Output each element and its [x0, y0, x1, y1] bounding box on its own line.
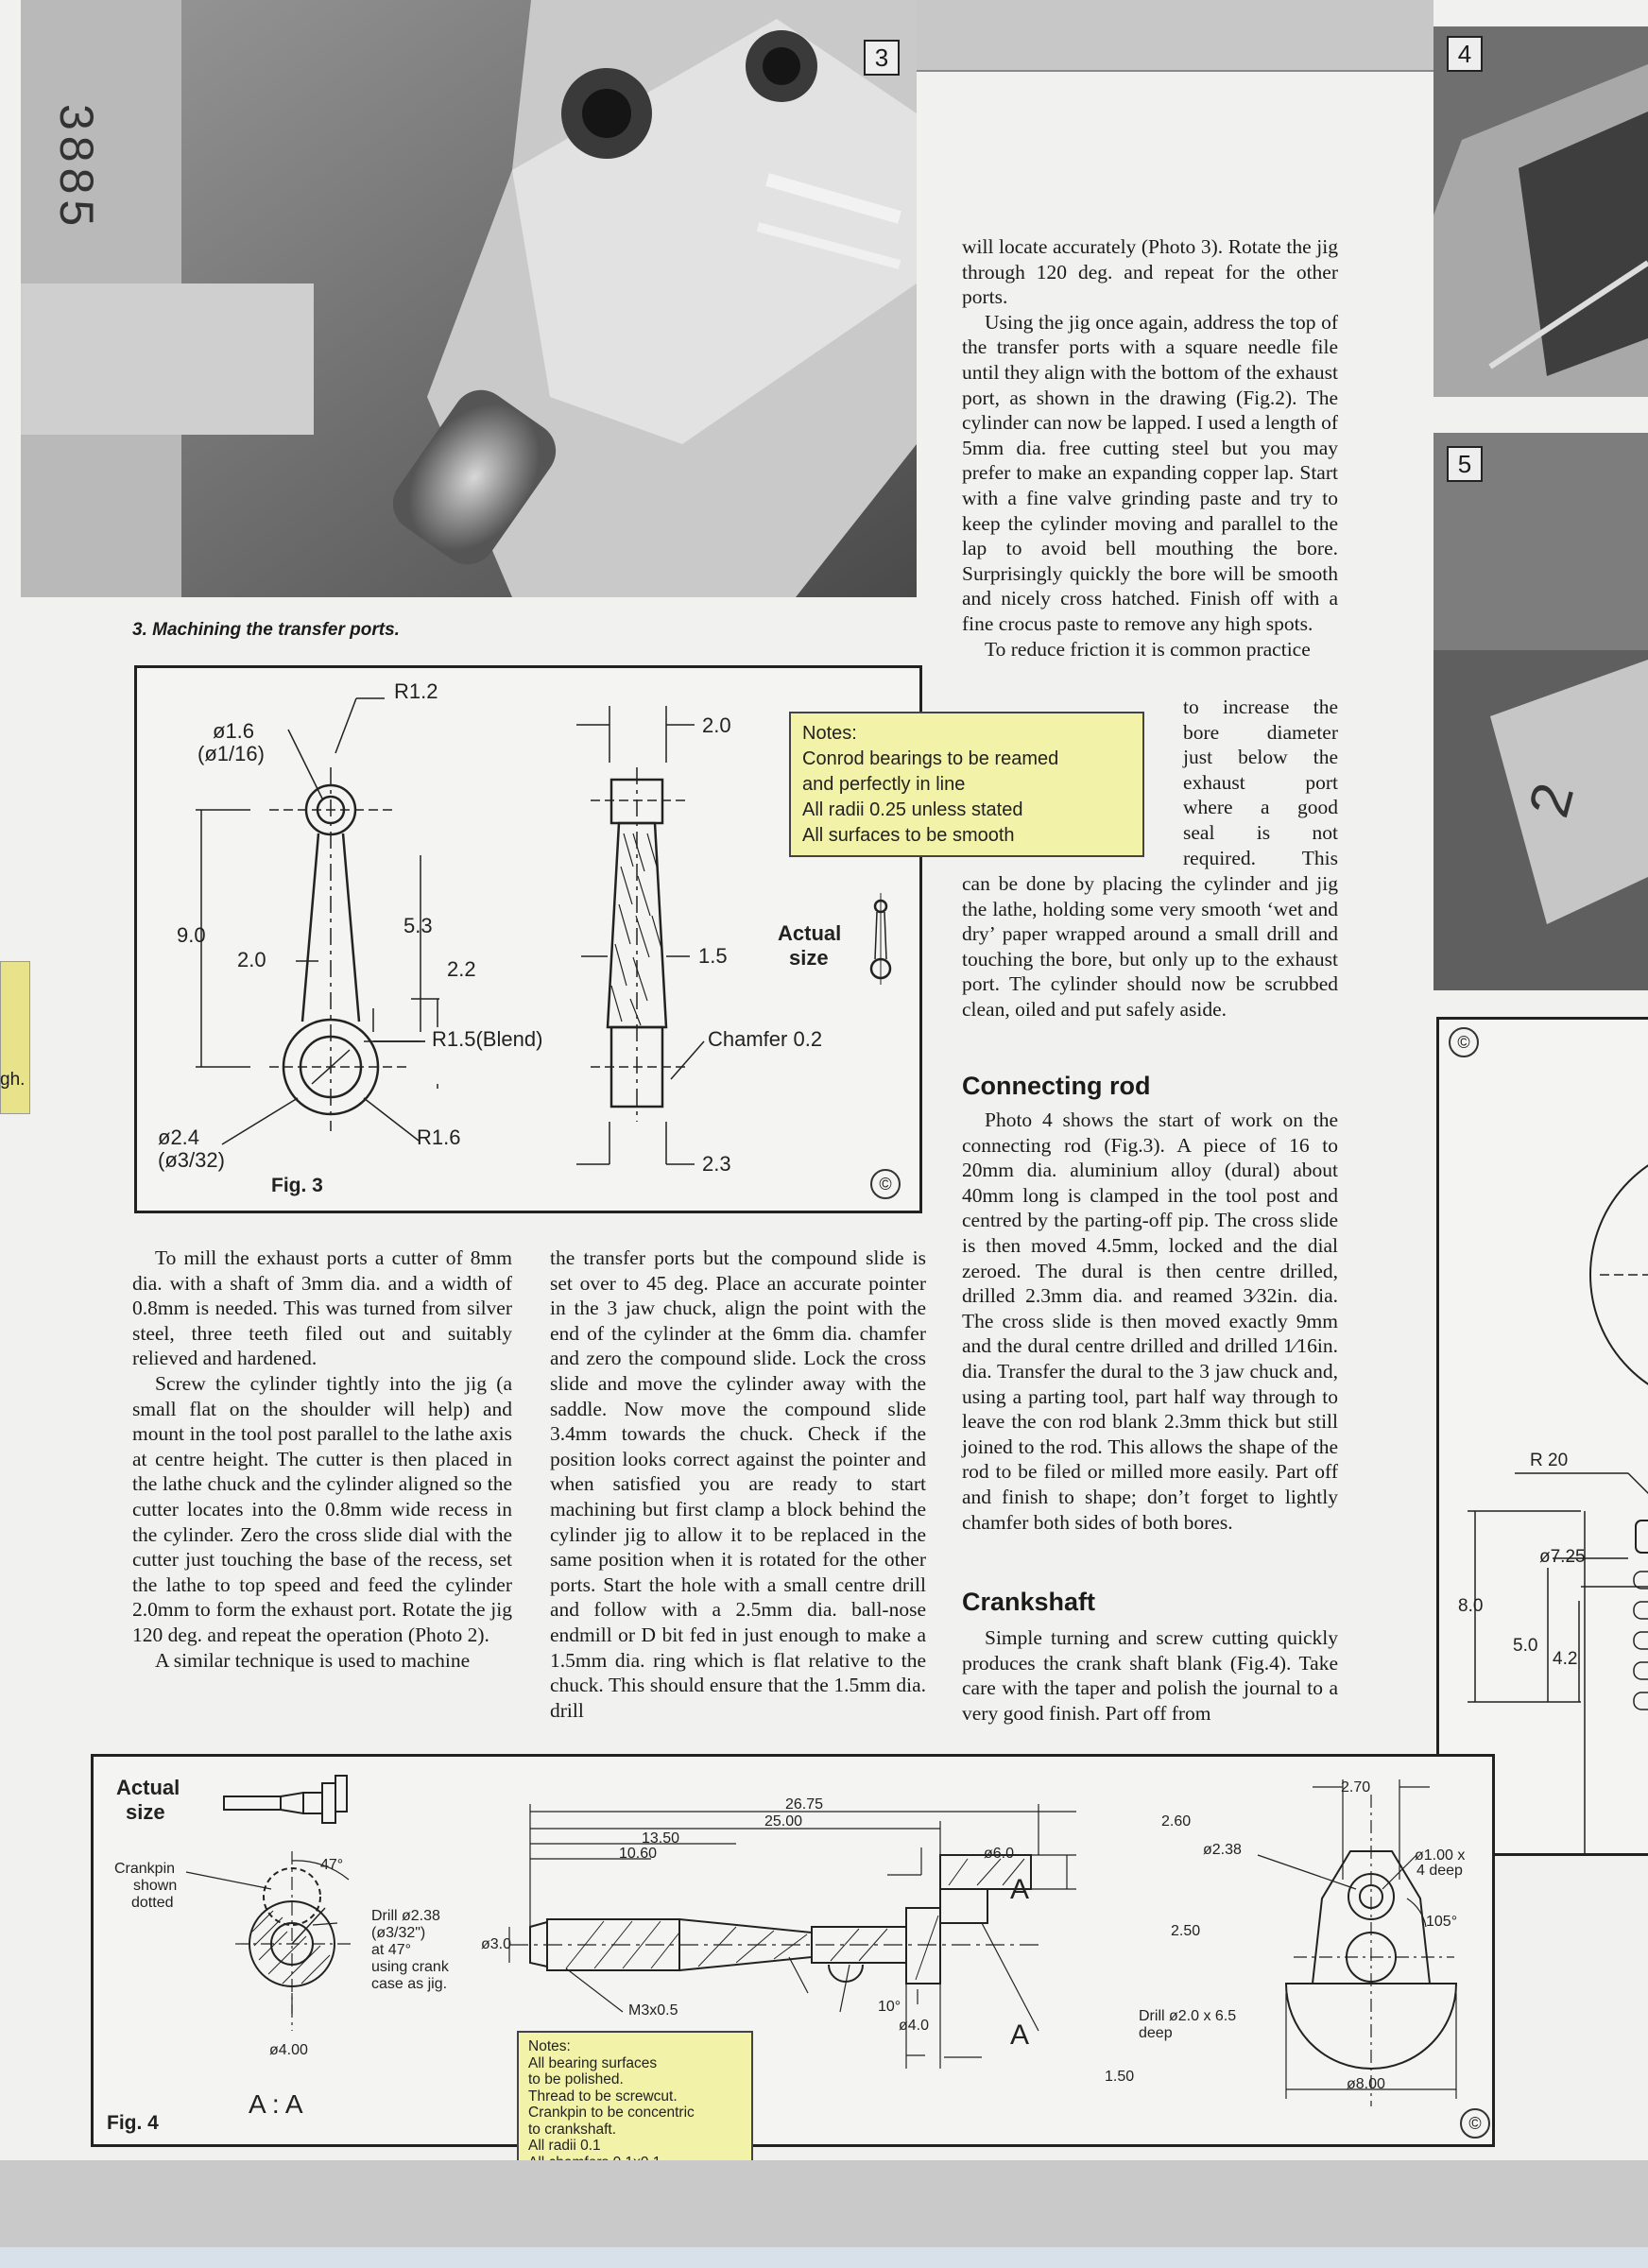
fig3-l20: 2.0 — [237, 948, 266, 971]
fig3-d16in: (ø1/16) — [197, 742, 265, 765]
photo-3-number: 3 — [864, 40, 900, 76]
right-drawing — [1436, 1017, 1648, 1856]
fig4-note-line: Thread to be screwcut. — [528, 2088, 678, 2105]
fig4-drill2-1: Drill ø2.0 x 6.5 — [1139, 2008, 1237, 2024]
header-strip-line — [917, 70, 1433, 72]
fig3-note-line: All surfaces to be smooth — [802, 825, 1015, 846]
right-drawing-r20: R 20 — [1530, 1451, 1569, 1470]
fig4-l250: 2.50 — [1171, 1923, 1201, 1939]
photo-3-marking: 3885 — [50, 104, 103, 232]
photo-4 — [1433, 26, 1648, 397]
fig4-note-line: Notes: — [528, 2038, 571, 2054]
left-paragraph-2: Screw the cylinder tightly into the jig (a small flat on the shoulder will help) and mount in the tool post parallel to the lathe axis at centre height. The cutter is then placed in the lathe chuck and the cylinder aligned so the cutter locates into the 0.8mm wide recess in the cylinder. Zero the cross slide dial with the cutter just touching the base of the recess, set the lathe to top speed and feed the cylinder 2.0mm to form the exhaust port. Rotate the jig 120 deg. and repeat the operation (Photo 2). — [132, 1371, 512, 1646]
fig4-d60: ø6.0 — [984, 1846, 1015, 1862]
left-edge-fragment: gh. — [0, 1070, 26, 1090]
right-column-wrap — [1183, 695, 1338, 870]
right-column-conrod — [962, 1108, 1338, 1535]
fig3-r15: R1.5(Blend) — [432, 1027, 543, 1051]
photo-3-image — [21, 0, 917, 597]
right-paragraph-3-start: To reduce friction it is common practice — [985, 637, 1311, 661]
fig3-notes — [789, 712, 1144, 857]
fig4-d40: ø4.0 — [899, 2018, 930, 2034]
photo-3 — [21, 0, 917, 597]
middle-column — [550, 1246, 926, 1723]
fig4-drill-note-1: Drill ø2.38 — [371, 1908, 440, 1924]
fig4-l1060: 10.60 — [619, 1846, 658, 1862]
crank-paragraph: Simple turning and screw cutting quickly produces the crank shaft blank (Fig.4). Take care with the taper and polish the journal to a very good finish. Part off from — [962, 1626, 1338, 1725]
fig3-d24in: (ø3/32) — [158, 1148, 225, 1172]
figure-4 — [91, 1754, 1495, 2154]
left-paragraph-3: A similar technique is used to machine — [155, 1648, 471, 1672]
fig4-l2500: 25.00 — [764, 1813, 803, 1830]
wrap-line: exhaust port — [1183, 770, 1338, 794]
fig4-a10: 10° — [878, 1999, 901, 2015]
fig4-d30: ø3.0 — [481, 1936, 512, 1952]
photo-5 — [1433, 433, 1648, 990]
fig4-angle-47: 47° — [320, 1857, 344, 1873]
fig4-actual-size-2: size — [126, 1800, 165, 1824]
wrap-line: just below the — [1183, 746, 1338, 769]
photo-4-number: 4 — [1447, 36, 1483, 72]
left-column — [132, 1246, 512, 1673]
right-paragraph-1: will locate accurately (Photo 3). Rotate the jig through 120 deg. and repeat for the other ports. — [962, 235, 1338, 309]
fig4-section-a-bottom: A — [1010, 2019, 1030, 2051]
photo-4-image — [1433, 26, 1648, 397]
fig3-l22: 2.2 — [447, 957, 476, 981]
fig3-chamfer: Chamfer 0.2 — [708, 1027, 823, 1051]
wrap-line: required. This — [1183, 846, 1338, 869]
fig4-crankpin-2: shown — [133, 1878, 178, 1894]
fig4-l150: 1.50 — [1105, 2069, 1135, 2085]
fig4-drill-note-2: (ø3/32") — [371, 1925, 426, 1941]
bottom-edge — [0, 2247, 1648, 2268]
photo-5-number: 5 — [1447, 446, 1483, 482]
fig4-note-line: All radii 0.1 — [528, 2138, 601, 2154]
header-strip — [917, 0, 1433, 71]
right-paragraph-3-end: can be done by placing the cylinder and jig the lathe, holding some very smooth ‘wet and dry’ paper wrapped around a small drill and touching the bore, but only up to the exhaust port. The cylinder should now be scrubbed clean, oiled and put safely aside. — [962, 872, 1338, 1021]
right-drawing-l50: 5.0 — [1513, 1636, 1538, 1656]
fig3-note-line: Conrod bearings to be reamed — [802, 748, 1059, 769]
conrod-paragraph: Photo 4 shows the start of work on the connecting rod (Fig.3). A piece of 16 to 20mm dia. aluminium alloy (dural) about 40mm long is clamped in the tool post and centred by the parting-off pip. The cross slide is then moved 4.5mm, locked and the dial zeroed. The dural is then centre drilled, drilled 2.3mm dia. and reamed 3⁄32in. dia. The cross slide is then moved exactly 9mm and the dural centre drilled and drilled 1⁄16in. dia. Transfer the dural to the 3 jaw chuck and, using a parting tool, part half way through to leave the con rod blank 2.3mm thick but still joined to the rod. This allows the shape of the rod to be filed or milled more easily. Part off and finish to shape; don’t forget to lightly chamfer both sides of both bores. — [962, 1108, 1338, 1534]
right-column-top — [962, 234, 1338, 662]
right-drawing-d725: ø7.25 — [1539, 1547, 1586, 1567]
left-edge-panel — [0, 961, 30, 1114]
right-column-bottom — [962, 871, 1338, 1022]
fig4-drill-note-5: case as jig. — [371, 1976, 448, 1992]
fig3-note-line: and perfectly in line — [802, 774, 966, 795]
fig4-section-label: A : A — [249, 2089, 303, 2119]
fig4-d238: ø2.38 — [1203, 1842, 1242, 1858]
fig4-l270: 2.70 — [1341, 1779, 1371, 1796]
left-paragraph-1: To mill the exhaust ports a cutter of 8mm dia. with a shaft of 3mm dia. and a width of 0.8mm is needed. This was turned from silver steel, three teeth filed out and suitably relieved and hardened. — [132, 1246, 512, 1370]
fig3-r16: R1.6 — [417, 1125, 461, 1149]
fig3-actual-size-2: size — [789, 946, 829, 970]
wrap-line: where a good — [1183, 796, 1338, 819]
wrap-line: to increase the — [1183, 696, 1338, 718]
right-drawing-copyright: © — [1449, 1027, 1479, 1057]
right-column-crank — [962, 1625, 1338, 1726]
right-paragraph-2: Using the jig once again, address the top of the transfer ports with a square needle file until they align with the bottom of the exhaust port, as shown in the drawing (Fig.2). The cylinder can now be lapped. I used a length of 5mm dia. free cutting steel but you may prefer to make an expanding copper lap. Start with a fine valve grinding paste and try to keep the cylinder moving and parallel to the lap to avoid bell mouthing the bore. Surprisingly quickly the bore will be smooth and nicely cross hatched. Finish off with a fine crocus paste to remove any high spots. — [962, 310, 1338, 635]
fig3-w20: 2.0 — [702, 713, 731, 737]
svg-text:2: 2 — [1516, 776, 1587, 824]
middle-paragraph-1: the transfer ports but the compound slide is set over to 45 deg. Place an accurate pointer in the 3 jaw chuck, align the point with the end of the cylinder at the 6mm dia. chamfer and zero the compound slide. Lock the cross slide and move the cylinder away with the saddle. Now move the compound slide 3.4mm towards the chuck. Check if the position looks correct against the pointer and when satisfied you are ready to start machining but first clamp a block behind the cylinder jig to allow it to be replaced in the same position when it is rotated for the other ports. Start the hole with a small centre drill and follow with a 2.5mm dia. ball-nose endmill or D bit fed in just enough to make a 1.5mm dia. ring which is flat relative to the chuck. This should ensure that the 1.5mm dia. drill — [550, 1246, 926, 1722]
fig3-w23: 2.3 — [702, 1152, 731, 1176]
wrap-line: bore diameter — [1183, 720, 1338, 744]
fig3-l90: 9.0 — [177, 923, 206, 947]
fig4-note-line: All bearing surfaces — [528, 2054, 658, 2071]
right-drawing-lines — [1439, 1020, 1648, 1853]
fig4-drill-note-4: using crank — [371, 1959, 449, 1975]
fig4-l2675: 26.75 — [785, 1796, 824, 1813]
fig3-note-line: All radii 0.25 unless stated — [802, 799, 1023, 820]
fig4-note-line: to be polished. — [528, 2071, 624, 2088]
right-drawing-l42: 4.2 — [1553, 1649, 1578, 1669]
photo-5-image — [1433, 433, 1648, 990]
fig4-crankpin-3: dotted — [131, 1895, 174, 1911]
fig3-d24: ø2.4 — [158, 1125, 200, 1149]
right-drawing-l80: 8.0 — [1458, 1596, 1484, 1616]
fig4-d400: ø4.00 — [269, 2042, 308, 2058]
wrap-line: seal is not — [1183, 820, 1338, 844]
photo-3-caption: 3. Machining the transfer ports. — [132, 620, 400, 640]
fig4-m3: M3x0.5 — [628, 2002, 678, 2019]
heading-crankshaft: Crankshaft — [962, 1588, 1096, 1616]
fig4-note-line: Crankpin to be concentric — [528, 2105, 695, 2121]
fig4-actual-size-1: Actual — [116, 1776, 180, 1799]
fig3-actual-size-1: Actual — [778, 921, 842, 945]
fig4-note-line: to crankshaft. — [528, 2121, 617, 2138]
fig3-note-line: Notes: — [802, 723, 857, 744]
fig4-label: Fig. 4 — [107, 2112, 159, 2134]
fig4-drill-note-3: at 47° — [371, 1942, 411, 1958]
fig3-label: Fig. 3 — [271, 1175, 323, 1196]
fig4-d100-2: 4 deep — [1416, 1863, 1463, 1879]
fig4-d800: ø8.00 — [1347, 2076, 1385, 2092]
fig4-l1350: 13.50 — [642, 1830, 680, 1847]
fig3-w15: 1.5 — [698, 944, 728, 968]
fig4-drill2-2: deep — [1139, 2025, 1173, 2041]
heading-connecting-rod: Connecting rod — [962, 1072, 1151, 1100]
fig4-a105: 105° — [1426, 1914, 1458, 1930]
fig4-l260: 2.60 — [1161, 1813, 1192, 1830]
fig3-r12: R1.2 — [394, 679, 438, 703]
fig4-copyright: © — [1460, 2108, 1490, 2139]
fig3-copyright: © — [870, 1169, 901, 1199]
fig4-crankpin-1: Crankpin — [114, 1861, 176, 1877]
fig3-l53: 5.3 — [403, 914, 433, 937]
fig4-d100-1: ø1.00 x — [1415, 1847, 1466, 1864]
fig3-d16: ø1.6 — [213, 719, 255, 743]
fig4-section-a-top: A — [1010, 1874, 1030, 1905]
